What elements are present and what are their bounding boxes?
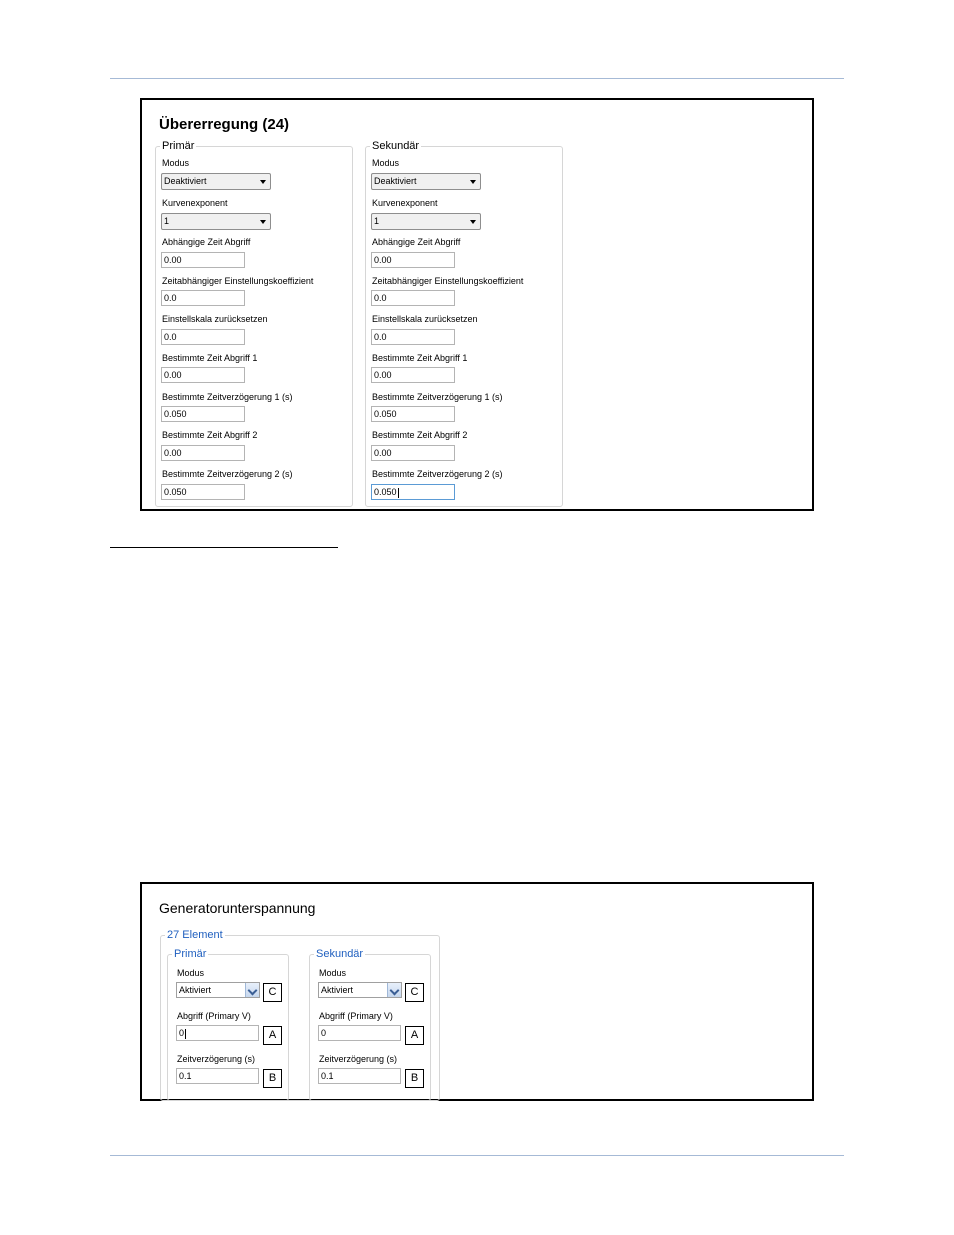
text-caret (398, 488, 399, 498)
modus-select[interactable] (176, 982, 260, 998)
reset-input[interactable]: 0.0 (371, 329, 455, 345)
reset-input[interactable]: 0.0 (161, 329, 245, 345)
delay2-label: Bestimmte Zeitverzögerung 2 (s) (372, 469, 503, 479)
chevron-down-icon (245, 983, 259, 997)
modus-label: Modus (372, 158, 400, 168)
header-rule (110, 78, 844, 79)
delay2-input[interactable] (371, 484, 455, 500)
modus-value: Aktiviert (179, 985, 212, 995)
delay-b-button[interactable]: B (405, 1069, 424, 1088)
kurven-value: 1 (164, 216, 170, 226)
kurven-label: Kurvenexponent (162, 198, 228, 208)
abh-zeit-label: Abhängige Zeit Abgriff (162, 237, 251, 247)
kurven-value: 1 (374, 216, 380, 226)
chevron-down-icon (260, 220, 266, 224)
modus-select[interactable] (161, 173, 271, 190)
modus-c-button[interactable]: C (263, 983, 282, 1002)
panel-title: Übererregung (24) (159, 116, 290, 133)
best2-input[interactable]: 0.00 (371, 445, 455, 461)
kurven-select[interactable] (161, 213, 271, 230)
modus-label: Modus (177, 968, 205, 978)
kurven-select[interactable] (371, 213, 481, 230)
best1-input[interactable]: 0.00 (161, 367, 245, 383)
delay2-input[interactable]: 0.050 (161, 484, 245, 500)
chevron-down-icon (387, 983, 401, 997)
chevron-down-icon (260, 180, 266, 184)
element-legend: 27 Element (167, 929, 223, 941)
abgriff-input[interactable] (176, 1025, 259, 1041)
best2-label: Bestimmte Zeit Abgriff 2 (162, 430, 258, 440)
delay-label: Zeitverzögerung (s) (177, 1054, 256, 1064)
abgriff-a-button[interactable]: A (263, 1026, 282, 1045)
kurven-label: Kurvenexponent (372, 198, 438, 208)
best2-label: Bestimmte Zeit Abgriff 2 (372, 430, 468, 440)
abh-zeit-label: Abhängige Zeit Abgriff (372, 237, 461, 247)
secondary-legend: Sekundär (372, 140, 420, 152)
primary-legend: Primär (174, 948, 207, 960)
delay2-value: 0.050 (374, 487, 397, 497)
abgriff-input[interactable]: 0 (318, 1025, 401, 1041)
primary-legend: Primär (162, 140, 195, 152)
delay2-label: Bestimmte Zeitverzögerung 2 (s) (162, 469, 293, 479)
modus-label: Modus (319, 968, 347, 978)
reset-label: Einstellskala zurücksetzen (372, 314, 478, 324)
reset-label: Einstellskala zurücksetzen (162, 314, 268, 324)
abh-zeit-input[interactable]: 0.00 (371, 252, 455, 268)
chevron-down-icon (470, 220, 476, 224)
abgriff-a-button[interactable]: A (405, 1026, 424, 1045)
modus-value: Deaktiviert (164, 176, 207, 186)
abh-zeit-input[interactable]: 0.00 (161, 252, 245, 268)
modus-value: Aktiviert (321, 985, 354, 995)
koeff-label: Zeitabhängiger Einstellungskoeffizient (162, 276, 314, 286)
modus-select[interactable] (318, 982, 402, 998)
footnote-rule (110, 547, 338, 548)
delay-input[interactable]: 0.1 (176, 1068, 259, 1084)
delay-input[interactable]: 0.1 (318, 1068, 401, 1084)
modus-label: Modus (162, 158, 190, 168)
secondary-legend: Sekundär (316, 948, 364, 960)
koeff-input[interactable]: 0.0 (371, 290, 455, 306)
modus-value: Deaktiviert (374, 176, 417, 186)
modus-c-button[interactable]: C (405, 983, 424, 1002)
delay-b-button[interactable]: B (263, 1069, 282, 1088)
panel-title: Generatorunterspannung (159, 900, 316, 916)
best1-label: Bestimmte Zeit Abgriff 1 (162, 353, 258, 363)
modus-select[interactable] (371, 173, 481, 190)
footer-rule (110, 1155, 844, 1156)
overexcitation-panel (140, 98, 814, 511)
delay1-input[interactable]: 0.050 (371, 406, 455, 422)
delay-label: Zeitverzögerung (s) (319, 1054, 398, 1064)
koeff-label: Zeitabhängiger Einstellungskoeffizient (372, 276, 524, 286)
delay1-input[interactable]: 0.050 (161, 406, 245, 422)
chevron-down-icon (470, 180, 476, 184)
abgriff-value: 0 (179, 1028, 185, 1038)
delay1-label: Bestimmte Zeitverzögerung 1 (s) (372, 392, 503, 402)
abgriff-label: Abgriff (Primary V) (319, 1011, 393, 1021)
undervoltage-panel (140, 882, 814, 1101)
text-caret (185, 1029, 186, 1039)
delay1-label: Bestimmte Zeitverzögerung 1 (s) (162, 392, 293, 402)
abgriff-label: Abgriff (Primary V) (177, 1011, 251, 1021)
koeff-input[interactable]: 0.0 (161, 290, 245, 306)
best1-label: Bestimmte Zeit Abgriff 1 (372, 353, 468, 363)
best1-input[interactable]: 0.00 (371, 367, 455, 383)
best2-input[interactable]: 0.00 (161, 445, 245, 461)
